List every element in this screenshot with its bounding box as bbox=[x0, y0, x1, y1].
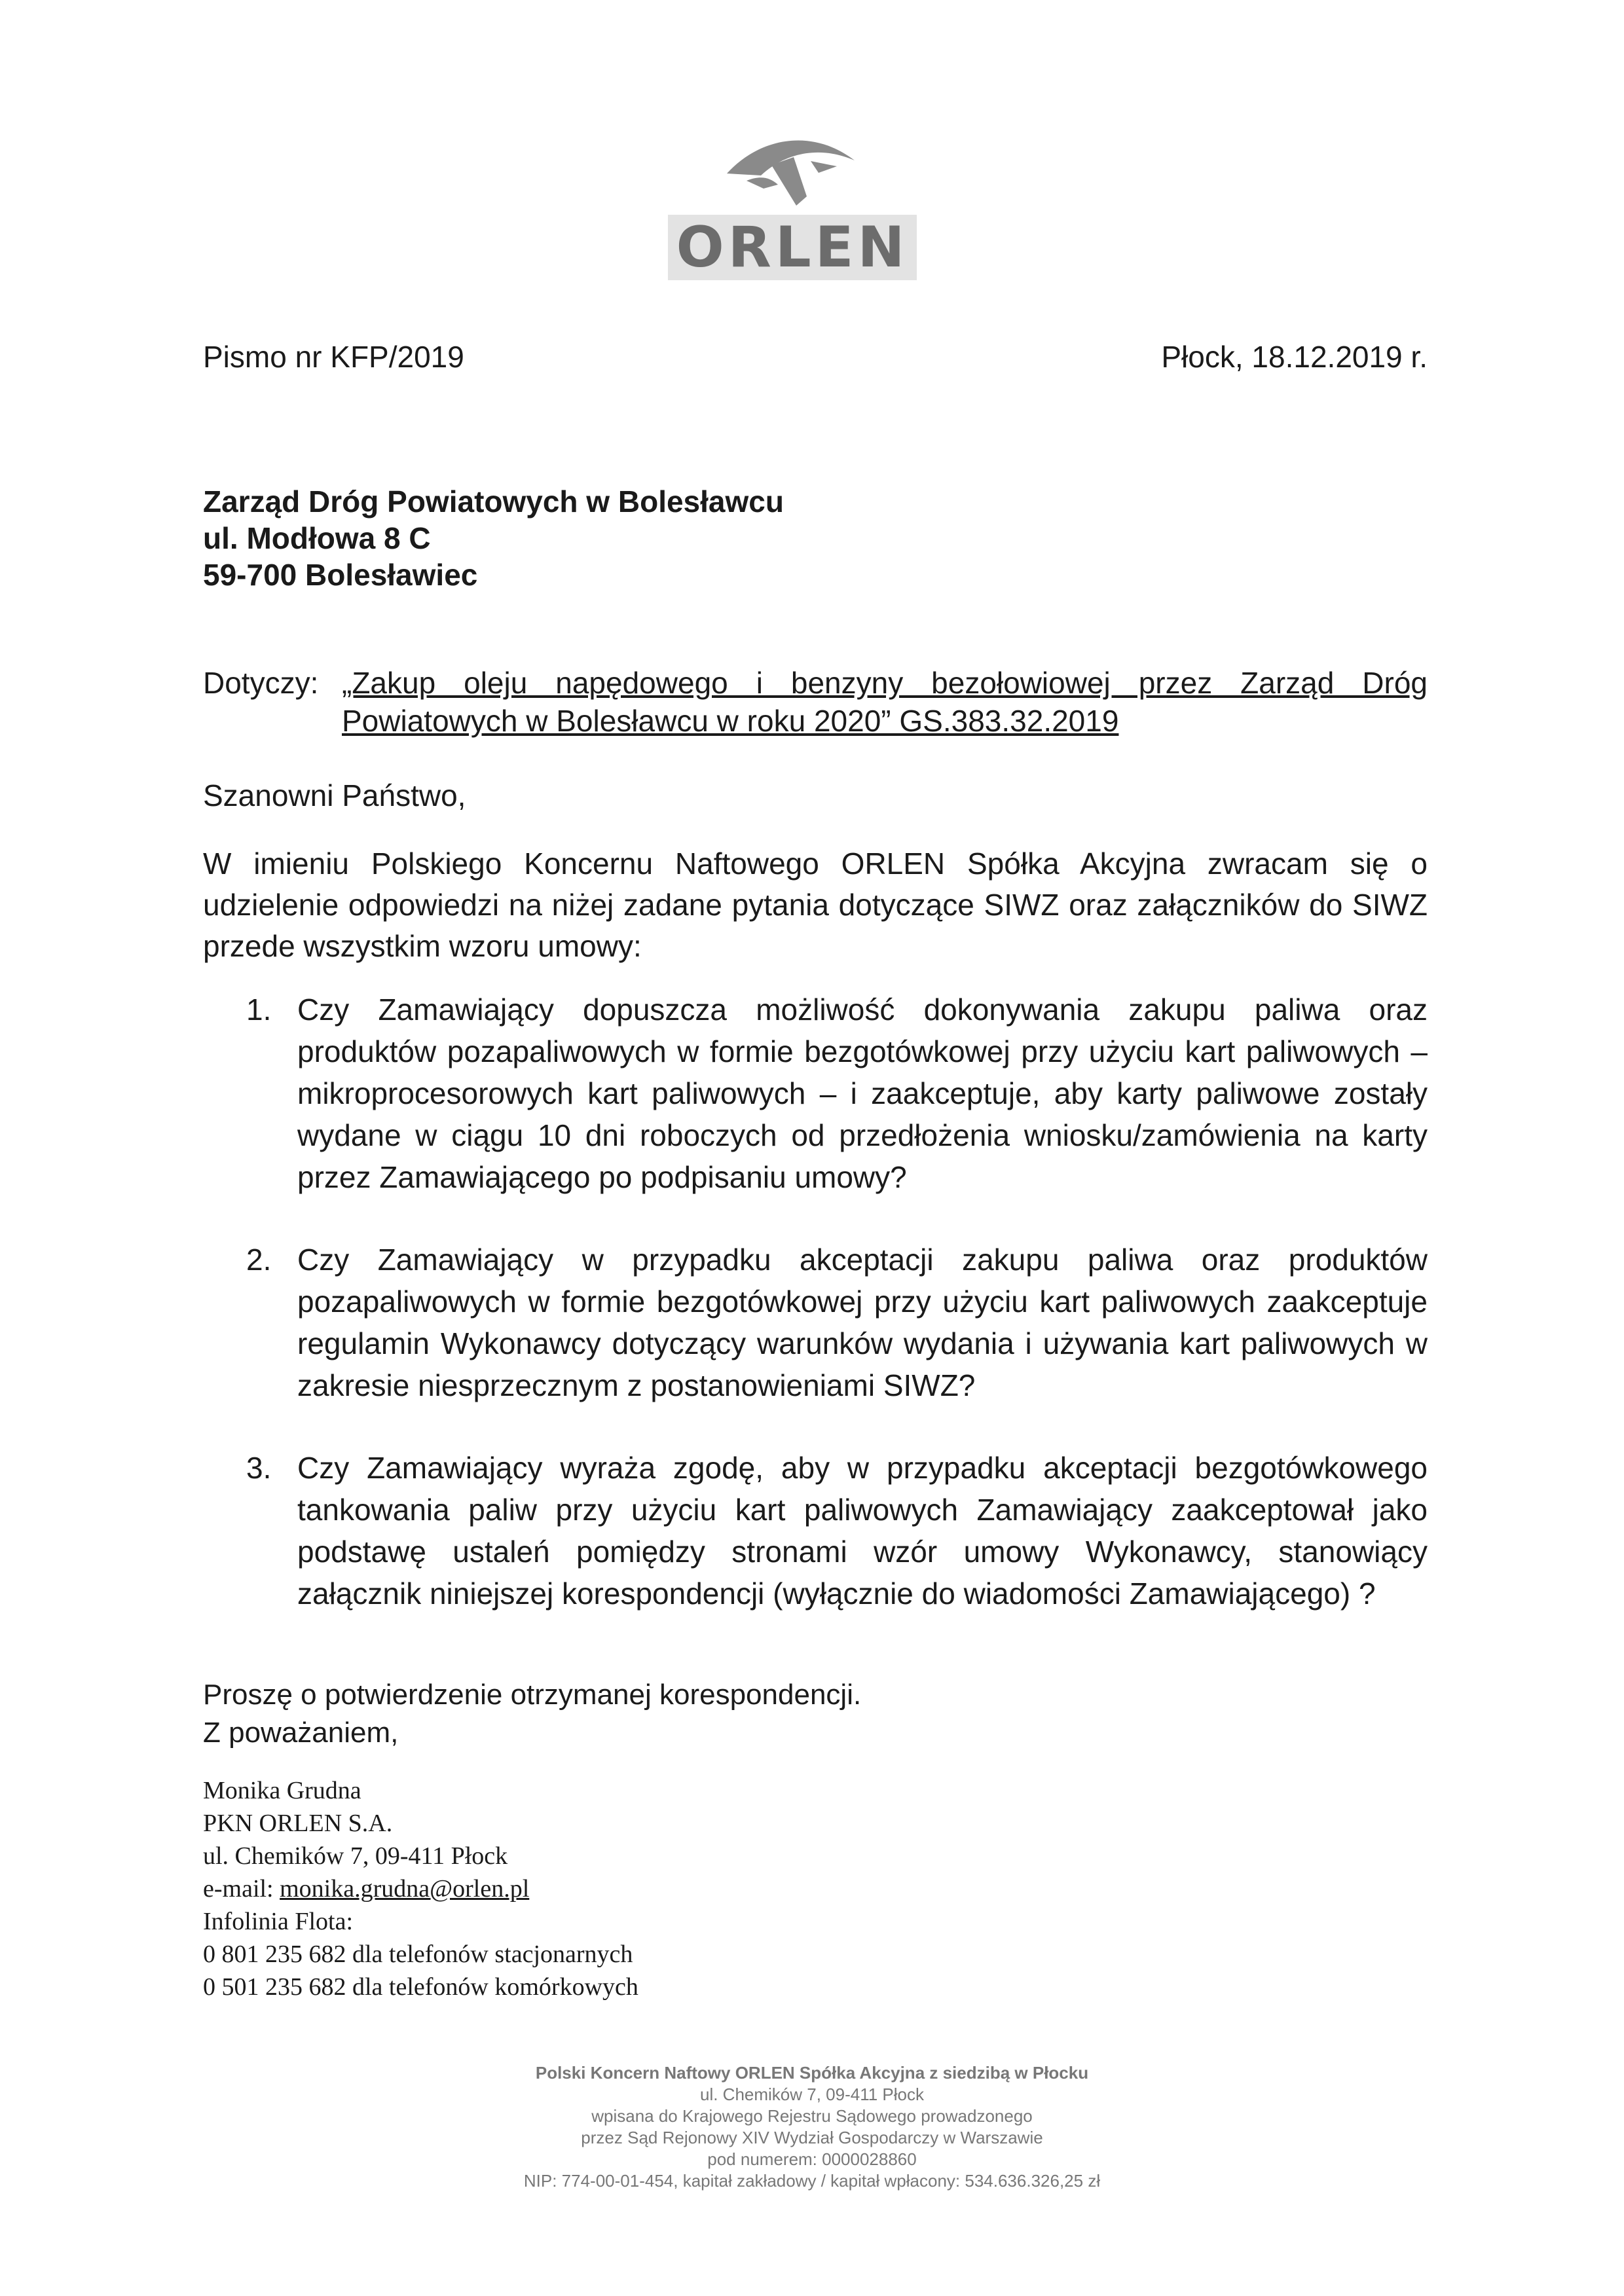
footer-line: wpisana do Krajowego Rejestru Sądowego prowadzonego bbox=[591, 2106, 1033, 2126]
subject-label: Dotyczy: bbox=[203, 666, 319, 700]
letter-reference: Pismo nr KFP/2019 bbox=[203, 340, 464, 374]
signer-company: PKN ORLEN S.A. bbox=[203, 1810, 393, 1837]
signer-email-line bbox=[203, 1872, 638, 1905]
email-link[interactable]: monika.grudna@orlen.pl bbox=[280, 1875, 530, 1903]
recipient-city: 59-700 Bolesławiec bbox=[203, 558, 478, 592]
closing-request: Proszę o potwierdzenie otrzymanej korespondencji. bbox=[203, 1679, 862, 1711]
footer-line: przez Sąd Rejonowy XIV Wydział Gospodarczy w Warszawie bbox=[581, 2128, 1043, 2147]
question-number: 3. bbox=[246, 1451, 272, 1485]
question-text: Czy Zamawiający dopuszcza możliwość dokonywania zakupu paliwa oraz produktów pozapaliwowych w formie bezgotówkowej przy użyciu kart paliwowych – mikroprocesorowych kart paliwowych – i zaakceptuje, aby karty paliwowe zostały wydane w ciągu 10 dni roboczych od przedłożenia wniosku/zamówienia na karty przez Zamawiającego po podpisaniu umowy? bbox=[297, 993, 1428, 1194]
question-text: Czy Zamawiający w przypadku akceptacji zakupu paliwa oraz produktów pozapaliwowych w formie bezgotówkowej przy użyciu kart paliwowych zaakceptuje regulamin Wykonawcy dotyczący warunków wydania i używania kart paliwowych w zakresie niesprzecznym z postanowieniami SIWZ? bbox=[297, 1243, 1428, 1402]
footer-line: NIP: 774-00-01-454, kapitał zakładowy / kapitał wpłacony: 534.636.326,25 zł bbox=[523, 2171, 1101, 2191]
closing bbox=[203, 1676, 861, 1752]
recipient-street: ul. Modłowa 8 C bbox=[203, 521, 431, 555]
question-item bbox=[203, 1239, 1428, 1406]
infoline-label: Infolinia Flota: bbox=[203, 1908, 354, 1935]
subject-line bbox=[203, 664, 1428, 740]
intro-paragraph: W imieniu Polskiego Koncernu Naftowego ORLEN Spółka Akcyjna zwracam się o udzielenie odpowiedzi na niżej zadane pytania dotyczące SIWZ oraz załączników do SIWZ przede wszystkim wzoru umowy: bbox=[203, 847, 1428, 963]
subject-text: „Zakup oleju napędowego i benzyny bezołowiowej przez Zarząd Dróg Powiatowych w Bolesławcu w roku 2020” GS.383.32.2019 bbox=[342, 666, 1428, 738]
footer-line: ul. Chemików 7, 09-411 Płock bbox=[699, 2085, 924, 2104]
orlen-eagle-icon bbox=[720, 124, 864, 216]
recipient-address bbox=[203, 483, 784, 593]
signer-name: Monika Grudna bbox=[203, 1777, 361, 1804]
closing-regards: Z poważaniem, bbox=[203, 1717, 399, 1749]
footer-line: Polski Koncern Naftowy ORLEN Spółka Akcyjna z siedzibą w Płocku bbox=[535, 2063, 1089, 2083]
question-number: 1. bbox=[246, 993, 272, 1027]
company-footer bbox=[0, 2062, 1624, 2192]
logo-wordmark: ORLEN bbox=[668, 215, 917, 280]
phone-landline: 0 801 235 682 dla telefonów stacjonarnych bbox=[203, 1941, 633, 1968]
question-item bbox=[203, 989, 1428, 1198]
letter-date: Płock, 18.12.2019 r. bbox=[1161, 340, 1428, 374]
question-number: 2. bbox=[246, 1243, 272, 1277]
signature-block bbox=[203, 1774, 638, 2003]
company-logo bbox=[668, 124, 917, 288]
email-label: e-mail: bbox=[203, 1875, 280, 1903]
questions-list bbox=[203, 989, 1428, 1655]
salutation: Szanowni Państwo, bbox=[203, 778, 466, 812]
footer-line: pod numerem: 0000028860 bbox=[707, 2149, 917, 2169]
question-item bbox=[203, 1447, 1428, 1614]
question-text: Czy Zamawiający wyraża zgodę, aby w przypadku akceptacji bezgotówkowego tankowania paliw przy użyciu kart paliwowych Zamawiający zaakceptował jako podstawę ustaleń pomiędzy stronami wzór umowy Wykonawcy, stanowiący załącznik niniejszej korespondencji (wyłącznie do wiadomości Zamawiającego) ? bbox=[297, 1451, 1428, 1611]
recipient-name: Zarząd Dróg Powiatowych w Bolesławcu bbox=[203, 484, 784, 519]
phone-mobile: 0 501 235 682 dla telefonów komórkowych bbox=[203, 1973, 638, 2001]
signer-address: ul. Chemików 7, 09-411 Płock bbox=[203, 1842, 508, 1870]
